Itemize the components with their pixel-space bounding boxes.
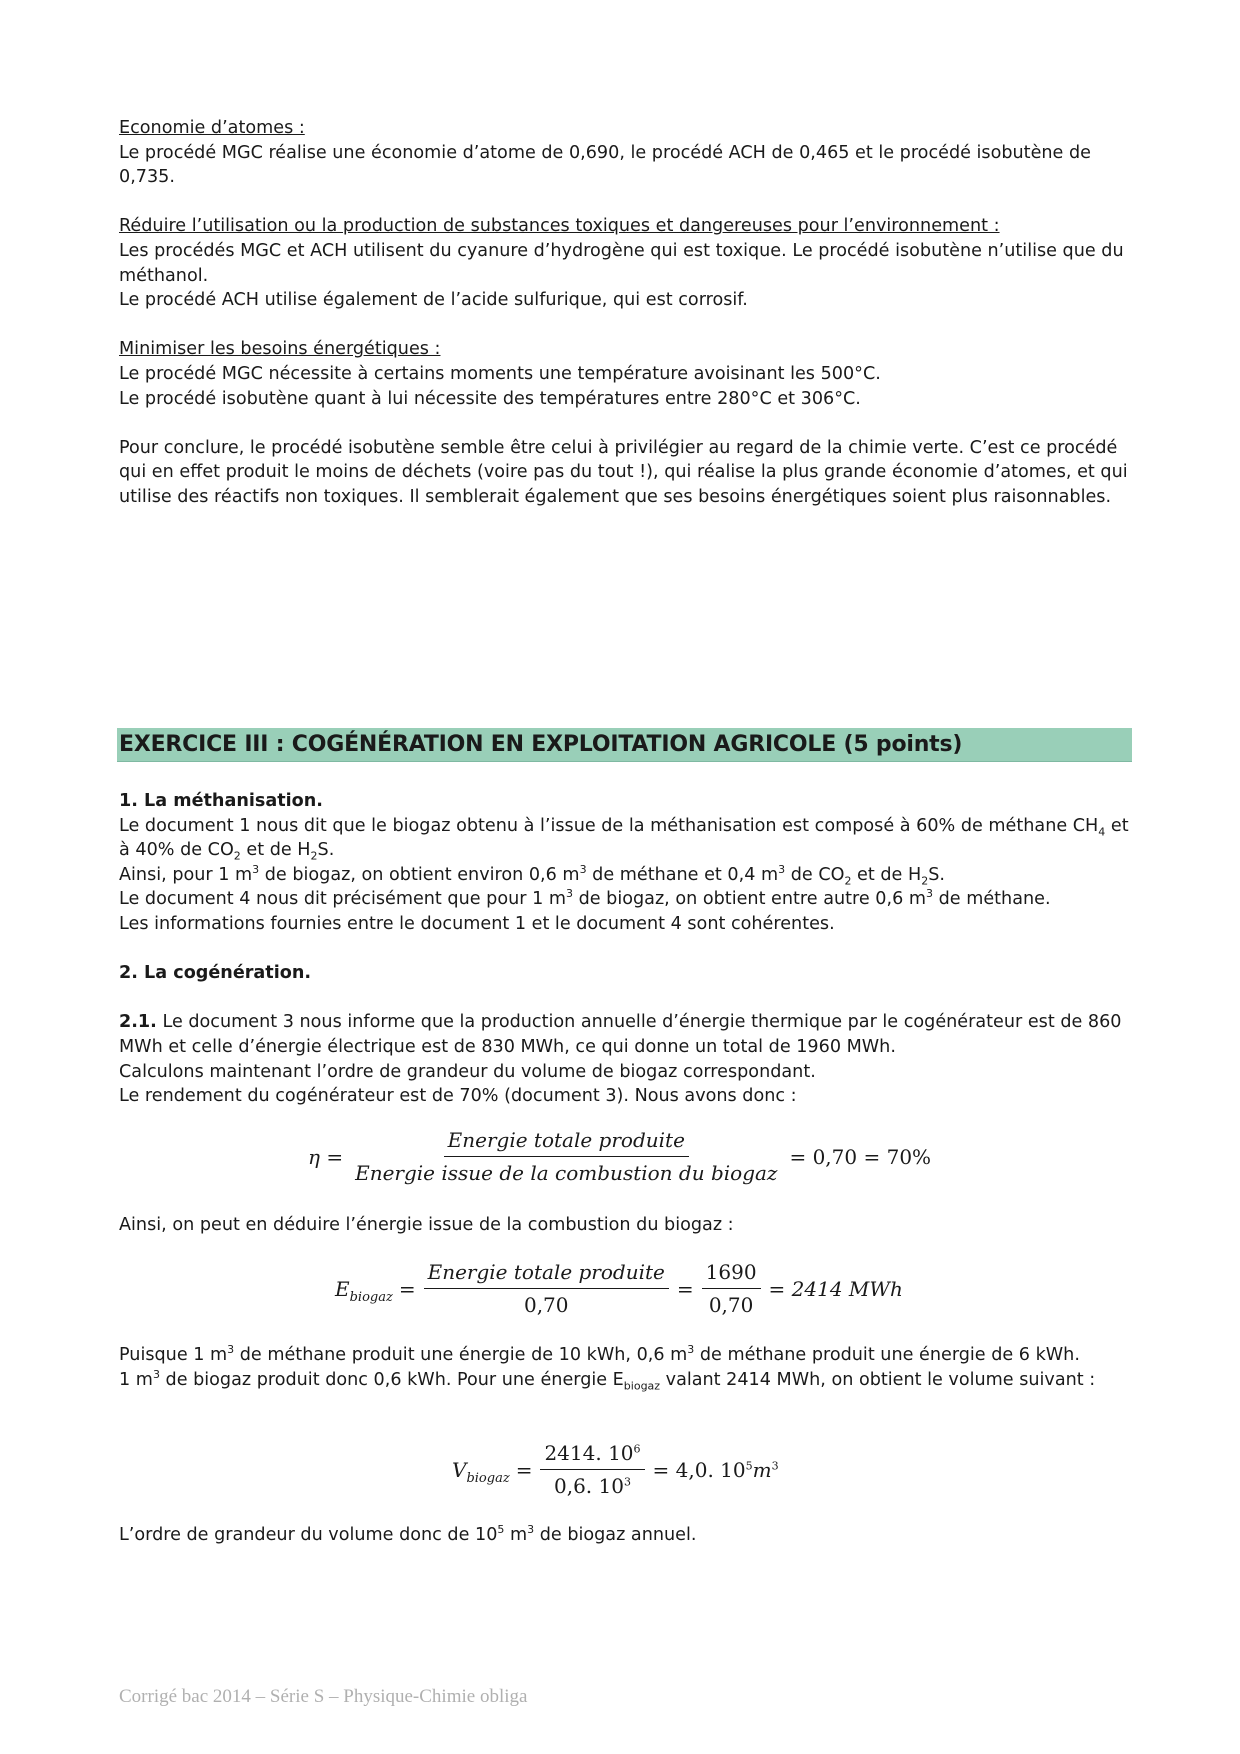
section2-p4: Ainsi, on peut en déduire l’énergie issue de la combustion du biogaz :: [119, 1215, 734, 1235]
toxiques-line1: Les procédés MGC et ACH utilisent du cyanure d’hydrogène qui est toxique. Le procédé isobutène n’utilise que du méthanol.: [119, 240, 1124, 286]
energie-line2: Le procédé isobutène quant à lui nécessite des températures entre 280°C et 306°C.: [119, 388, 861, 409]
section2-p6: 1 $m^3$ de biogaz produit donc 0,6 kWh. Pour une énergie $E_{biogaz}$ valant 2414 MWh, on obtient le volume suivant :: [119, 1367, 1096, 1393]
section1-line3: Le document 4 nous dit précisément que pour 1 $m^3$ de biogaz, on obtient entre autre 0,6 $m^3$ de méthane.: [119, 887, 1051, 910]
section2-p1: 2.1. Le document 3 nous informe que la production annuelle d’énergie thermique par le cogénérateur est de 860 MWh et celle d’énergie électrique est de 830 MWh, ce qui donne un total de 1960 MWh.: [119, 1012, 1122, 1057]
energie-heading: Minimiser les besoins énergétiques :: [119, 339, 441, 360]
section1-line2: Ainsi, pour 1 $m^3$ de biogaz, on obtient environ 0,6 $m^3$ de méthane et 0,4 $m^3$ de $CO_2$ et de $H_2S$.: [119, 862, 945, 888]
economie-heading: Economie d’atomes :: [119, 118, 305, 138]
conclusion-text: Pour conclure, le procédé isobutène semble être celui à privilégier au regard de la chimie verte. C’est ce procédé qui en effet produit le moins de déchets (voire pas du tout !), qui réalise la plus grande économie d’atomes, et qui utilise des réactifs non toxiques. Il semblerait également que ses besoins énergétiques soient plus raisonnables.: [119, 437, 1128, 507]
section1-line1: Le document 1 nous dit que le biogaz obtenu à l’issue de la méthanisation est composé à 60% de méthane $CH_4$ et à 40% de $CO_2$ et de $H_2S$.: [119, 815, 1129, 863]
top-section: [119, 116, 1131, 510]
page-footer: Corrigé bac 2014 – Série S – Physique-Chimie obliga: [119, 1686, 528, 1707]
section2-p7: L’ordre de grandeur du volume donc de $10^5$ $m^3$ de biogaz annuel.: [119, 1523, 697, 1545]
toxiques-heading: Réduire l’utilisation ou la production de substances toxiques et dangereuses pour l’environnement :: [119, 216, 1000, 237]
equation-volume-biogaz: $V_{biogaz}$ = $\frac{2414. 10^6}{0,6. 10^3}$ = 4,0. $10^5$ $m^3$: [452, 1441, 779, 1498]
section1-heading: 1. La méthanisation.: [119, 791, 323, 811]
section2-heading: 2. La cogénération.: [119, 963, 312, 984]
exercise-body: [119, 789, 1131, 1109]
section2-p3: Le rendement du cogénérateur est de 70% (document 3). Nous avons donc :: [119, 1086, 797, 1107]
section2-block2: [119, 1343, 1131, 1392]
energie-line1: Le procédé MGC nécessite à certains moments une température avoisinant les 500°C.: [119, 363, 881, 384]
exercise-title: EXERCICE III : COGÉNÉRATION EN EXPLOITATION AGRICOLE (5 points): [119, 732, 963, 757]
section2-p5: Puisque 1 $m^3$ de méthane produit une énergie de 10 kWh, 0,6 $m^3$ de méthane produit une énergie de 6 kWh.: [119, 1343, 1080, 1365]
exercise-banner: [117, 728, 1132, 762]
equation-energie-biogaz: $E_{biogaz}$ = $\frac{\text{Energie totale produite}}{0,70}$ = $\frac{1690}{0,70}$ = 2414 MWh: [335, 1260, 903, 1317]
economie-text: Le procédé MGC réalise une économie d’atome de 0,690, le procédé ACH de 0,465 et le procédé isobutène de 0,735.: [119, 142, 1091, 188]
section1-line4: Les informations fournies entre le document 1 et le document 4 sont cohérentes.: [119, 913, 835, 934]
equation-rendement: η = $\frac{\text{Energie totale produite}}{\text{Energie issue de la combustion du biogaz}}$ = 0,70 = 70%: [308, 1128, 932, 1185]
toxiques-line2: Le procédé ACH utilise également de l’acide sulfurique, qui est corrosif.: [119, 290, 748, 311]
section2-p2: Calculons maintenant l’ordre de grandeur du volume de biogaz correspondant.: [119, 1061, 816, 1082]
